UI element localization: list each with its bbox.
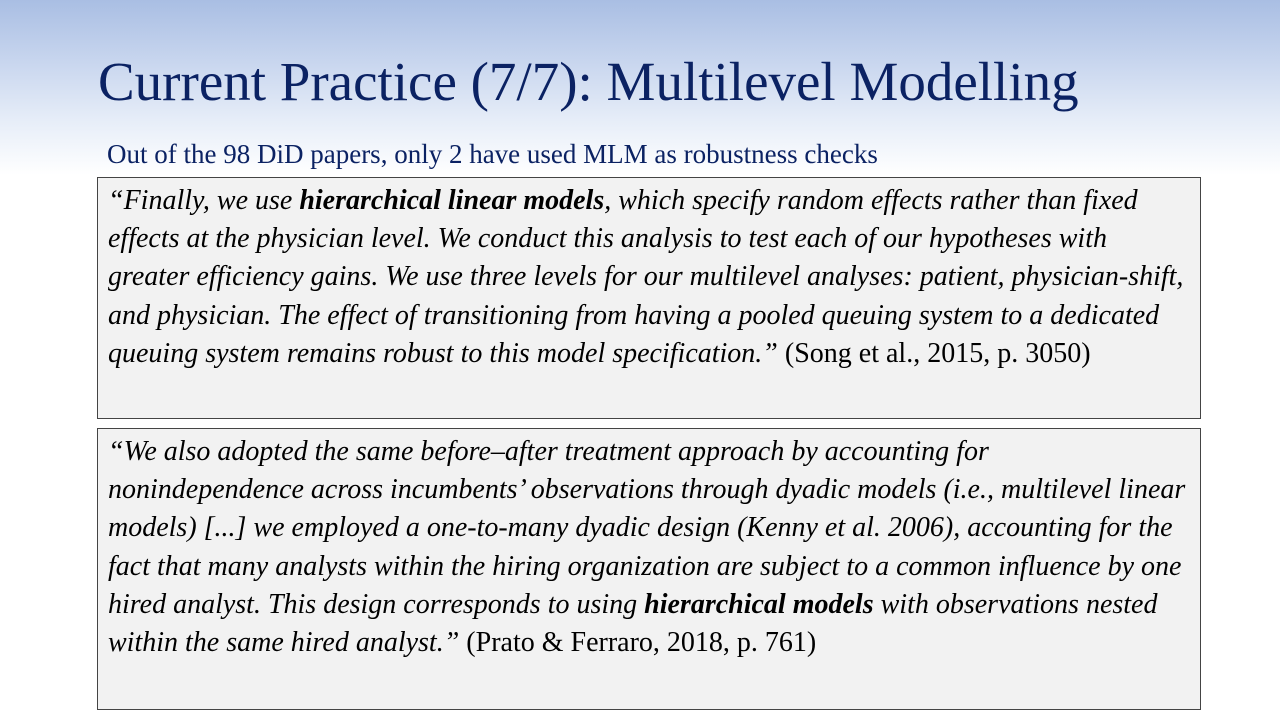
quote-box-prato [97,428,1201,710]
slide-title: Current Practice (7/7): Multilevel Modelling [98,51,1079,112]
quote-paragraph [108,182,1190,373]
quote-text: “We also adopted the same before–after treatment approach by accounting for nonindependence across incumbents’ observations through dyadic models (i.e., multilevel linear models) [...] we employed a one-to-many dyadic design (Kenny et al. 2006), accounting for the fact that many analysts within the hiring organization are subject to a common influence by one hired analyst. This design corresponds to using hierarchical models with observations nested within the same hired analyst.” [108,436,1186,659]
quote-text: “Finally, we use hierarchical linear models, which specify random effects rather than fixed effects at the physician level. We conduct this analysis to test each of our hypotheses with greater efficiency gains. We use three levels for our multilevel analyses: patient, physician-shift, and physician. The effect of transitioning from having a pooled queuing system to a dedicated queuing system remains robust to this model specification.” [108,185,1184,369]
quote-citation: (Prato & Ferraro, 2018, p. 761) [459,627,817,659]
quote-emphasis: hierarchical models [644,588,874,620]
quote-paragraph [108,433,1190,662]
slide-subtitle: Out of the 98 DiD papers, only 2 have used MLM as robustness checks [107,139,878,169]
quote-citation: (Song et al., 2015, p. 3050) [777,337,1091,369]
quote-box-song [97,177,1201,419]
quote-emphasis: hierarchical linear models [299,185,605,216]
